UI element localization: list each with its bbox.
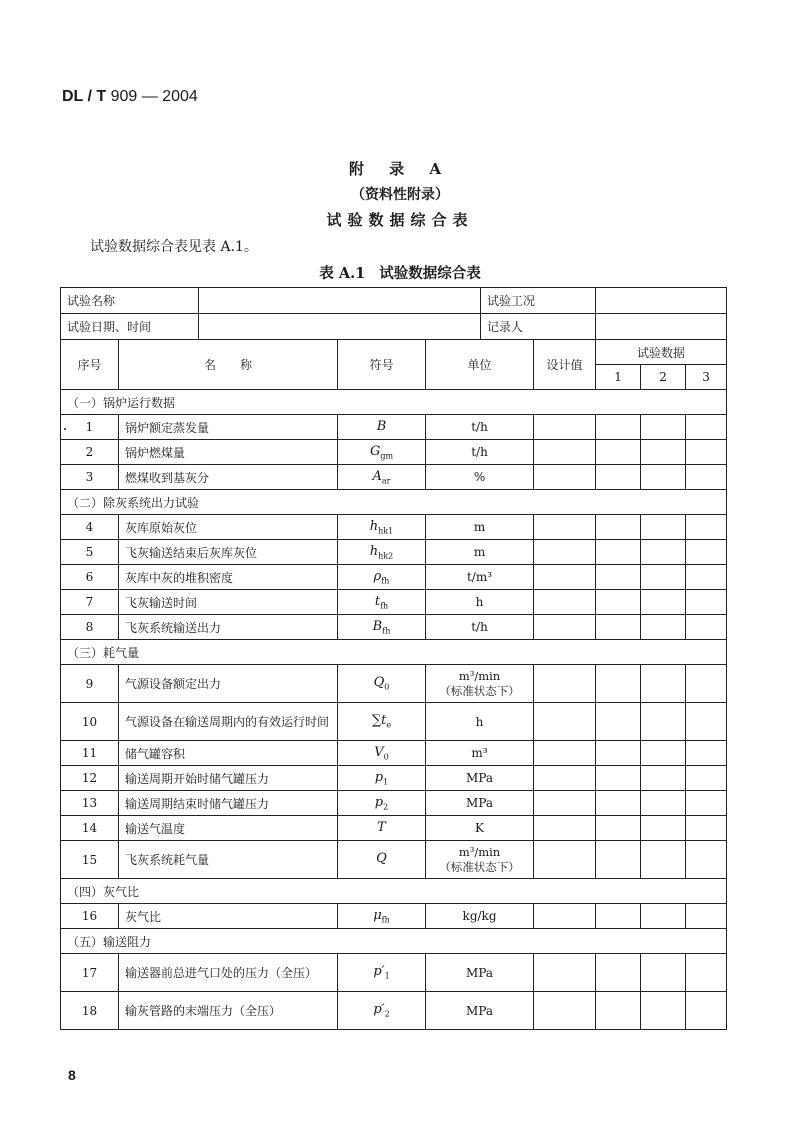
row-unit: [426, 791, 534, 816]
row-unit: [426, 741, 534, 766]
row-unit: [426, 615, 534, 640]
row-seq: 12: [61, 766, 119, 791]
appendix-name: 试验数据综合表: [326, 211, 474, 229]
design-value-cell[interactable]: [534, 440, 596, 465]
design-value-cell[interactable]: [534, 565, 596, 590]
table-caption: [0, 262, 800, 283]
section-header-row: [61, 879, 727, 904]
symbol-main: p: [374, 794, 384, 810]
test-value-1-cell[interactable]: [596, 766, 641, 791]
appendix-subtitle: （资料性附录）: [351, 187, 449, 203]
row-name: 输送气温度: [119, 816, 338, 841]
table-row: [61, 540, 727, 565]
table-row: [61, 904, 727, 929]
row-symbol: [338, 904, 426, 929]
test-value-2-cell[interactable]: [641, 703, 686, 741]
test-value-2-cell[interactable]: [641, 665, 686, 703]
symbol-main: h: [369, 543, 379, 559]
row-seq: 5: [61, 540, 119, 565]
test-value-3-cell[interactable]: [686, 540, 727, 565]
symbol-main: p′: [373, 1002, 385, 1018]
row-symbol: [338, 791, 426, 816]
design-value-cell[interactable]: [534, 540, 596, 565]
row-unit: [426, 565, 534, 590]
col-unit: 单位: [426, 340, 534, 390]
row-unit: [426, 540, 534, 565]
unit-main: t/h: [471, 445, 488, 459]
row-symbol: [338, 841, 426, 879]
unit-main: h: [475, 714, 484, 729]
row-name: 飞灰系统耗气量: [119, 841, 338, 879]
row-symbol: [338, 440, 426, 465]
test-value-3-cell[interactable]: [686, 415, 727, 440]
table-row: [61, 791, 727, 816]
col-test-data: 试验数据: [596, 340, 727, 365]
symbol-main: p′: [373, 964, 385, 980]
row-name: 气源设备在输送周期内的有效运行时间: [119, 703, 338, 741]
table-row: [61, 440, 727, 465]
row-unit: [426, 766, 534, 791]
table-row: [61, 954, 727, 992]
symbol-main: B: [372, 618, 383, 634]
row-seq: 6: [61, 565, 119, 590]
info-label: 试验日期、时间: [61, 314, 199, 340]
row-unit: [426, 415, 534, 440]
row-unit: [426, 954, 534, 992]
test-value-1-cell[interactable]: [596, 415, 641, 440]
intro-text: 试验数据综合表见表 A.1。: [90, 239, 258, 255]
test-value-2-cell[interactable]: [641, 590, 686, 615]
test-value-2-cell[interactable]: [641, 816, 686, 841]
test-value-1-cell[interactable]: [596, 615, 641, 640]
row-symbol: [338, 590, 426, 615]
info-row: [61, 314, 727, 340]
symbol-subscript: 1: [384, 971, 390, 981]
row-symbol: [338, 954, 426, 992]
symbol-main: A: [372, 468, 382, 484]
symbol-main: B: [376, 418, 387, 434]
test-value-3-cell[interactable]: [686, 590, 727, 615]
design-value-cell[interactable]: [534, 904, 596, 929]
unit-main: m: [473, 545, 486, 559]
table-caption-label: 表 A.1: [319, 265, 366, 282]
unit-main: m³/min: [458, 844, 501, 859]
unit-main: t/h: [471, 420, 488, 434]
row-seq: 2: [61, 440, 119, 465]
unit-main: MPa: [466, 771, 494, 785]
row-seq: 16: [61, 904, 119, 929]
test-value-2-cell[interactable]: [641, 954, 686, 992]
info-label: 记录人: [481, 314, 596, 340]
test-value-1-cell[interactable]: [596, 565, 641, 590]
test-value-3-cell[interactable]: [686, 954, 727, 992]
row-unit: [426, 440, 534, 465]
design-value-cell[interactable]: [534, 703, 596, 741]
row-seq: 3: [61, 465, 119, 490]
table-row: [61, 590, 727, 615]
row-name: 输送器前总进气口处的压力（全压）: [119, 954, 338, 992]
test-value-3-cell[interactable]: [686, 816, 727, 841]
test-value-1-cell[interactable]: [596, 992, 641, 1030]
row-name: 输灰管路的末端压力（全压）: [119, 992, 338, 1030]
row-seq: 9: [61, 665, 119, 703]
table-caption-title: 试验数据综合表: [379, 265, 481, 282]
test-value-3-cell[interactable]: [686, 665, 727, 703]
test-value-1-cell[interactable]: [596, 954, 641, 992]
design-value-cell[interactable]: [534, 741, 596, 766]
table-row: [61, 766, 727, 791]
test-name-field[interactable]: [199, 288, 481, 314]
row-symbol: [338, 415, 426, 440]
symbol-main: V: [374, 744, 384, 760]
unit-main: MPa: [466, 1003, 494, 1018]
section-header-row: [61, 390, 727, 415]
row-name: 输送周期开始时储气罐压力: [119, 766, 338, 791]
table-row: [61, 515, 727, 540]
unit-note: （标准状态下）: [439, 859, 520, 874]
test-value-3-cell[interactable]: [686, 766, 727, 791]
test-value-3-cell[interactable]: [686, 741, 727, 766]
row-name: 飞灰输送结束后灰库灰位: [119, 540, 338, 565]
table-row: [61, 703, 727, 741]
recorder-field[interactable]: [596, 314, 727, 340]
symbol-main: t: [374, 593, 381, 609]
design-value-cell[interactable]: [534, 465, 596, 490]
row-name: 锅炉燃煤量: [119, 440, 338, 465]
column-header-row: [61, 340, 727, 365]
row-seq: 7: [61, 590, 119, 615]
test-data-table: [60, 287, 727, 1030]
test-value-1-cell[interactable]: [596, 440, 641, 465]
test-value-1-cell[interactable]: [596, 841, 641, 879]
symbol-subscript: fh: [381, 576, 390, 586]
test-value-2-cell[interactable]: [641, 415, 686, 440]
page-number: 8: [68, 1067, 76, 1083]
section-title: （三）耗气量: [61, 640, 727, 665]
test-value-1-cell[interactable]: [596, 665, 641, 703]
test-value-3-cell[interactable]: [686, 992, 727, 1030]
test-value-1-cell[interactable]: [596, 465, 641, 490]
test-value-2-cell[interactable]: [641, 904, 686, 929]
test-value-2-cell[interactable]: [641, 515, 686, 540]
test-value-2-cell[interactable]: [641, 540, 686, 565]
row-seq: 11: [61, 741, 119, 766]
test-value-3-cell[interactable]: [686, 841, 727, 879]
col-name: 名 称: [119, 340, 338, 390]
table-row: [61, 841, 727, 879]
unit-main: m: [473, 520, 486, 534]
test-value-1-cell[interactable]: [596, 816, 641, 841]
row-name: 输送周期结束时储气罐压力: [119, 791, 338, 816]
row-name: 灰库中灰的堆积密度: [119, 565, 338, 590]
unit-main: %: [473, 470, 486, 484]
test-value-3-cell[interactable]: [686, 565, 727, 590]
standard-code: [62, 88, 198, 106]
design-value-cell[interactable]: [534, 992, 596, 1030]
row-name: 气源设备额定出力: [119, 665, 338, 703]
symbol-subscript: e: [386, 720, 392, 730]
col-test-2: 2: [641, 365, 686, 390]
symbol-subscript: fh: [380, 601, 389, 611]
row-unit: [426, 590, 534, 615]
test-value-3-cell[interactable]: [686, 703, 727, 741]
unit-main: K: [475, 821, 484, 835]
test-value-2-cell[interactable]: [641, 766, 686, 791]
design-value-cell[interactable]: [534, 415, 596, 440]
symbol-subscript: 2: [383, 802, 389, 812]
symbol-main: G: [369, 443, 381, 459]
design-value-cell[interactable]: [534, 590, 596, 615]
test-value-2-cell[interactable]: [641, 465, 686, 490]
symbol-subscript: 2: [384, 1009, 390, 1019]
row-unit: [426, 515, 534, 540]
test-value-2-cell[interactable]: [641, 440, 686, 465]
table-row: [61, 816, 727, 841]
test-value-1-cell[interactable]: [596, 904, 641, 929]
row-seq: 1: [61, 415, 119, 440]
col-test-1: 1: [596, 365, 641, 390]
info-label: 试验工况: [481, 288, 596, 314]
row-symbol: [338, 766, 426, 791]
row-unit: [426, 465, 534, 490]
test-value-2-cell[interactable]: [641, 791, 686, 816]
test-value-2-cell[interactable]: [641, 841, 686, 879]
symbol-main: μ: [373, 907, 382, 923]
test-value-1-cell[interactable]: [596, 703, 641, 741]
design-value-cell[interactable]: [534, 841, 596, 879]
row-seq: 18: [61, 992, 119, 1030]
section-header-row: [61, 490, 727, 515]
symbol-main: Q: [376, 851, 387, 867]
unit-main: MPa: [466, 965, 494, 980]
symbol-main: ∑t: [371, 713, 387, 729]
unit-note: （标准状态下）: [439, 683, 520, 698]
design-value-cell[interactable]: [534, 615, 596, 640]
unit-main: kg/kg: [462, 909, 497, 923]
row-symbol: [338, 615, 426, 640]
section-title: （五）输送阻力: [61, 929, 727, 954]
info-label: 试验名称: [61, 288, 199, 314]
test-date-field[interactable]: [199, 314, 481, 340]
symbol-main: p: [374, 769, 384, 785]
test-value-2-cell[interactable]: [641, 615, 686, 640]
design-value-cell[interactable]: [534, 954, 596, 992]
test-value-1-cell[interactable]: [596, 791, 641, 816]
row-seq: 14: [61, 816, 119, 841]
row-seq: 17: [61, 954, 119, 992]
section-header-row: [61, 929, 727, 954]
row-unit: [426, 992, 534, 1030]
table-row: [61, 415, 727, 440]
row-seq: 8: [61, 615, 119, 640]
row-name: 飞灰输送时间: [119, 590, 338, 615]
symbol-subscript: fh: [382, 626, 391, 636]
symbol-main: Q: [373, 675, 385, 691]
row-unit: [426, 841, 534, 879]
test-value-1-cell[interactable]: [596, 540, 641, 565]
design-value-cell[interactable]: [534, 766, 596, 791]
table-row: [61, 565, 727, 590]
design-value-cell[interactable]: [534, 816, 596, 841]
row-unit: [426, 904, 534, 929]
unit-main: m³: [471, 746, 488, 760]
unit-main: m³/min: [458, 668, 501, 683]
section-title: （一）锅炉运行数据: [61, 390, 727, 415]
symbol-subscript: 1: [383, 777, 389, 787]
unit-main: t/h: [471, 620, 488, 634]
row-symbol: [338, 703, 426, 741]
symbol-subscript: 0: [384, 682, 390, 692]
info-row: [61, 288, 727, 314]
standard-code-prefix: DL / T: [62, 88, 107, 105]
design-value-cell[interactable]: [534, 791, 596, 816]
row-seq: 13: [61, 791, 119, 816]
row-name: 飞灰系统输送出力: [119, 615, 338, 640]
test-value-1-cell[interactable]: [596, 515, 641, 540]
table-row: [61, 741, 727, 766]
row-seq: 4: [61, 515, 119, 540]
symbol-subscript: hk1: [378, 526, 394, 536]
row-seq: 10: [61, 703, 119, 741]
symbol-subscript: fh: [381, 915, 390, 925]
table-row: [61, 615, 727, 640]
section-title: （四）灰气比: [61, 879, 727, 904]
row-symbol: [338, 665, 426, 703]
symbol-main: ρ: [373, 568, 382, 584]
symbol-main: T: [377, 819, 386, 835]
row-unit: [426, 665, 534, 703]
table-row: [61, 992, 727, 1030]
symbol-subscript: gm: [380, 451, 394, 461]
col-seq: 序号: [61, 340, 119, 390]
table-row: [61, 665, 727, 703]
table-row: [61, 465, 727, 490]
row-symbol: [338, 540, 426, 565]
symbol-subscript: 0: [383, 752, 389, 762]
unit-main: MPa: [466, 796, 494, 810]
row-symbol: [338, 816, 426, 841]
test-value-3-cell[interactable]: [686, 791, 727, 816]
test-value-2-cell[interactable]: [641, 565, 686, 590]
test-condition-field[interactable]: [596, 288, 727, 314]
row-name: 燃煤收到基灰分: [119, 465, 338, 490]
section-header-row: [61, 640, 727, 665]
section-title: （二）除灰系统出力试验: [61, 490, 727, 515]
standard-code-number: 909 — 2004: [110, 88, 198, 105]
col-symbol: 符号: [338, 340, 426, 390]
row-name: 储气罐容积: [119, 741, 338, 766]
test-value-1-cell[interactable]: [596, 590, 641, 615]
col-test-3: 3: [686, 365, 727, 390]
row-name: 锅炉额定蒸发量: [119, 415, 338, 440]
row-symbol: [338, 992, 426, 1030]
row-unit: [426, 816, 534, 841]
design-value-cell[interactable]: [534, 515, 596, 540]
test-value-3-cell[interactable]: [686, 515, 727, 540]
row-name: 灰库原始灰位: [119, 515, 338, 540]
unit-main: h: [475, 595, 484, 609]
test-value-2-cell[interactable]: [641, 992, 686, 1030]
row-name: 灰气比: [119, 904, 338, 929]
test-value-3-cell[interactable]: [686, 465, 727, 490]
symbol-subscript: hk2: [378, 551, 394, 561]
row-symbol: [338, 515, 426, 540]
test-value-2-cell[interactable]: [641, 741, 686, 766]
row-seq: 15: [61, 841, 119, 879]
col-design: 设计值: [534, 340, 596, 390]
symbol-main: h: [369, 518, 379, 534]
unit-main: t/m³: [466, 570, 493, 584]
row-unit: [426, 703, 534, 741]
row-symbol: [338, 465, 426, 490]
design-value-cell[interactable]: [534, 665, 596, 703]
test-value-3-cell[interactable]: [686, 904, 727, 929]
test-value-3-cell[interactable]: [686, 615, 727, 640]
test-value-3-cell[interactable]: [686, 440, 727, 465]
row-symbol: [338, 741, 426, 766]
symbol-subscript: ar: [381, 476, 391, 486]
row-symbol: [338, 565, 426, 590]
test-value-1-cell[interactable]: [596, 741, 641, 766]
appendix-title: 附 录 A: [348, 160, 452, 178]
